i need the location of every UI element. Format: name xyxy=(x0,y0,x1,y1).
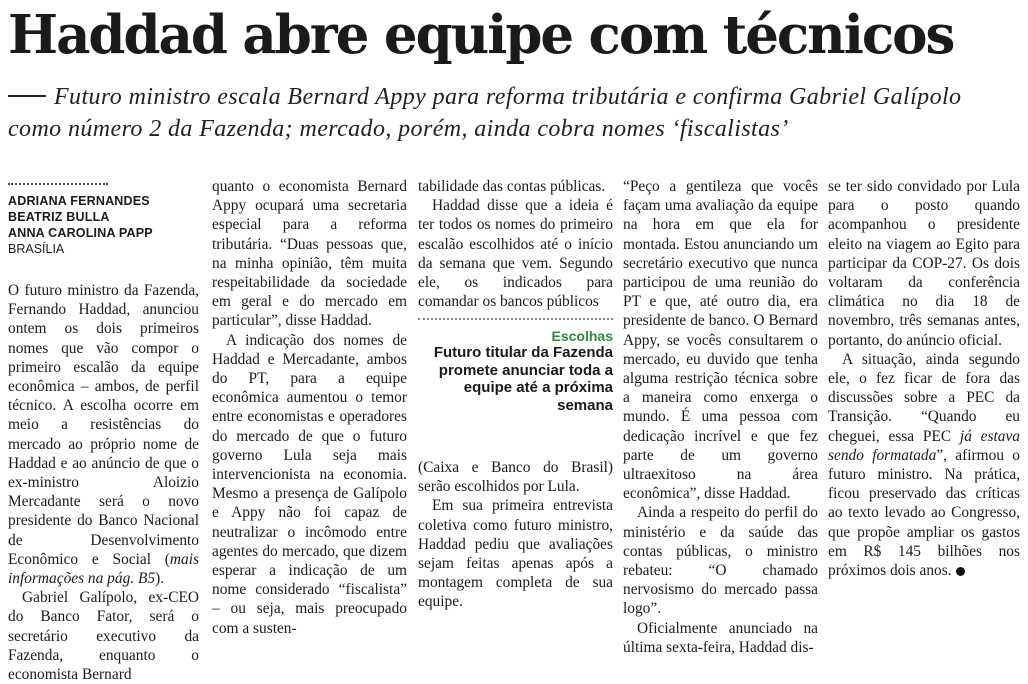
byline-author: ADRIANA FERNANDES xyxy=(8,194,150,208)
byline-place: BRASÍLIA xyxy=(8,242,65,256)
column-3 xyxy=(418,177,613,317)
pull-quote-text: Futuro titular da Fazenda promete anunciar toda a equipe até a próxima semana xyxy=(433,344,613,414)
pull-quote-kicker: Escolhas xyxy=(551,328,613,344)
paragraph: Em sua primeira entrevista coletiva como futuro ministro, Haddad pediu que avaliações sejam feitas apenas após a montagem completa de sua equipe. xyxy=(418,497,613,611)
paragraph: Haddad disse que a ideia é ter todos os nomes do primeiro escalão escolhidos até o início da semana que vem. Segundo ele, os indicados para comandar os bancos públicos xyxy=(418,197,613,311)
column-5 xyxy=(828,177,1020,585)
end-mark-icon xyxy=(956,567,965,576)
paragraph: Gabriel Galípolo, ex-CEO do Banco Fator, será o secretário executivo da Fazenda, enquanto o economista Bernard xyxy=(8,589,199,684)
byline-rule xyxy=(8,183,108,185)
byline-author: ANNA CAROLINA PAPP xyxy=(8,226,153,240)
paragraph: Oficialmente anunciado na última sexta-feira, Haddad dis- xyxy=(623,619,818,656)
pull-quote xyxy=(418,318,613,414)
headline: Haddad abre equipe com técnicos xyxy=(8,4,954,66)
paragraph: tabilidade das contas públicas. xyxy=(418,178,606,195)
column-4 xyxy=(623,177,818,656)
paragraph: A indicação dos nomes de Haddad e Mercadante, ambos do PT, para a equipe econômica aumentou o temor entre economistas e operadores do mercado de que o futuro governo Lula seja mais intervencionista na economia. Mesmo a presença de Galípolo e Appy não foi capaz de neutralizar o incômodo entre agentes do mercado, que dizem esperar a indicação de um nome considerado “fiscalista” – ou seja, mais preocupado com a susten- xyxy=(212,331,407,637)
paragraph: Ainda a respeito do perfil do ministério e da saúde das contas públicas, o ministro rebateu: “O chamado nervosismo do mercado passa logo”. xyxy=(623,504,818,618)
deck-dash xyxy=(8,95,46,97)
deck-text: Futuro ministro escala Bernard Appy para reforma tributária e confirma Gabriel Galípolo como número 2 da Fazenda; mercado, porém, ainda cobra nomes ‘fiscalistas’ xyxy=(8,84,962,142)
paragraph: “Peço a gentileza que vocês façam uma avaliação da equipe na hora em que ela for montada. Estou anunciando um secretário executivo que nunca participou de uma reunião do PT e que, até outro dia, era presidente de banco. O Bernard Appy, se vocês consultarem o mercado, eu duvido que tenha alguma restrição técnica sobre a maneira como enxerga o mundo. É uma pessoa com dedicação incrível e que fez parte de um governo ultraexitoso na área econômica”, disse Haddad. xyxy=(623,178,818,503)
paragraph: se ter sido convidado por Lula para o posto quando acompanhou o presidente eleito na viagem ao Egito para participar da COP-27. Os dois voltaram da conferência climática no dia 18 de novembro, três semanas antes, portanto, do anúncio oficial. xyxy=(828,178,1020,349)
quote-emphasis: já estava sendo formatada xyxy=(828,427,1020,464)
column-3-continued xyxy=(418,458,613,611)
paragraph: (Caixa e Banco do Brasil) serão escolhidos por Lula. xyxy=(418,459,613,496)
column-1 xyxy=(8,177,199,684)
paragraph: quanto o economista Bernard Appy ocupará uma secretaria especial para a reforma tributária. “Duas pessoas que, na minha opinião, têm muita respeitabilidade da sociedade em geral e do mercado em particular”, disse Haddad. xyxy=(212,178,407,330)
column-2 xyxy=(212,177,407,637)
deck xyxy=(8,81,1013,145)
paragraph: O futuro ministro da Fazenda, Fernando Haddad, anunciou ontem os dois primeiros nomes que vão compor o primeiro escalão da equipe econômica – ambos, de perfil técnico. A escolha ocorre em meio a resistências do mercado ao próprio nome de Haddad e ao anúncio de que o ex-ministro Aloizio Mercadante será o novo presidente do Banco Nacional de Desenvolvimento Econômico e Social (mais informações na pág. B5). xyxy=(8,282,199,588)
byline xyxy=(8,193,199,241)
byline-author: BEATRIZ BULLA xyxy=(8,210,110,224)
reference-note: mais informações na pág. B5 xyxy=(8,550,199,588)
paragraph: A situação, ainda segundo ele, o fez ficar de fora das discussões sobre a PEC da Transição. “Quando eu cheguei, essa PEC já estava sendo formatada”, afirmou o futuro ministro. Na prática, ficou preservado das críticas ao texto levado ao Congresso, que propõe ampliar os gastos em R$ 145 bilhões nos próximos dois anos. xyxy=(828,350,1020,580)
